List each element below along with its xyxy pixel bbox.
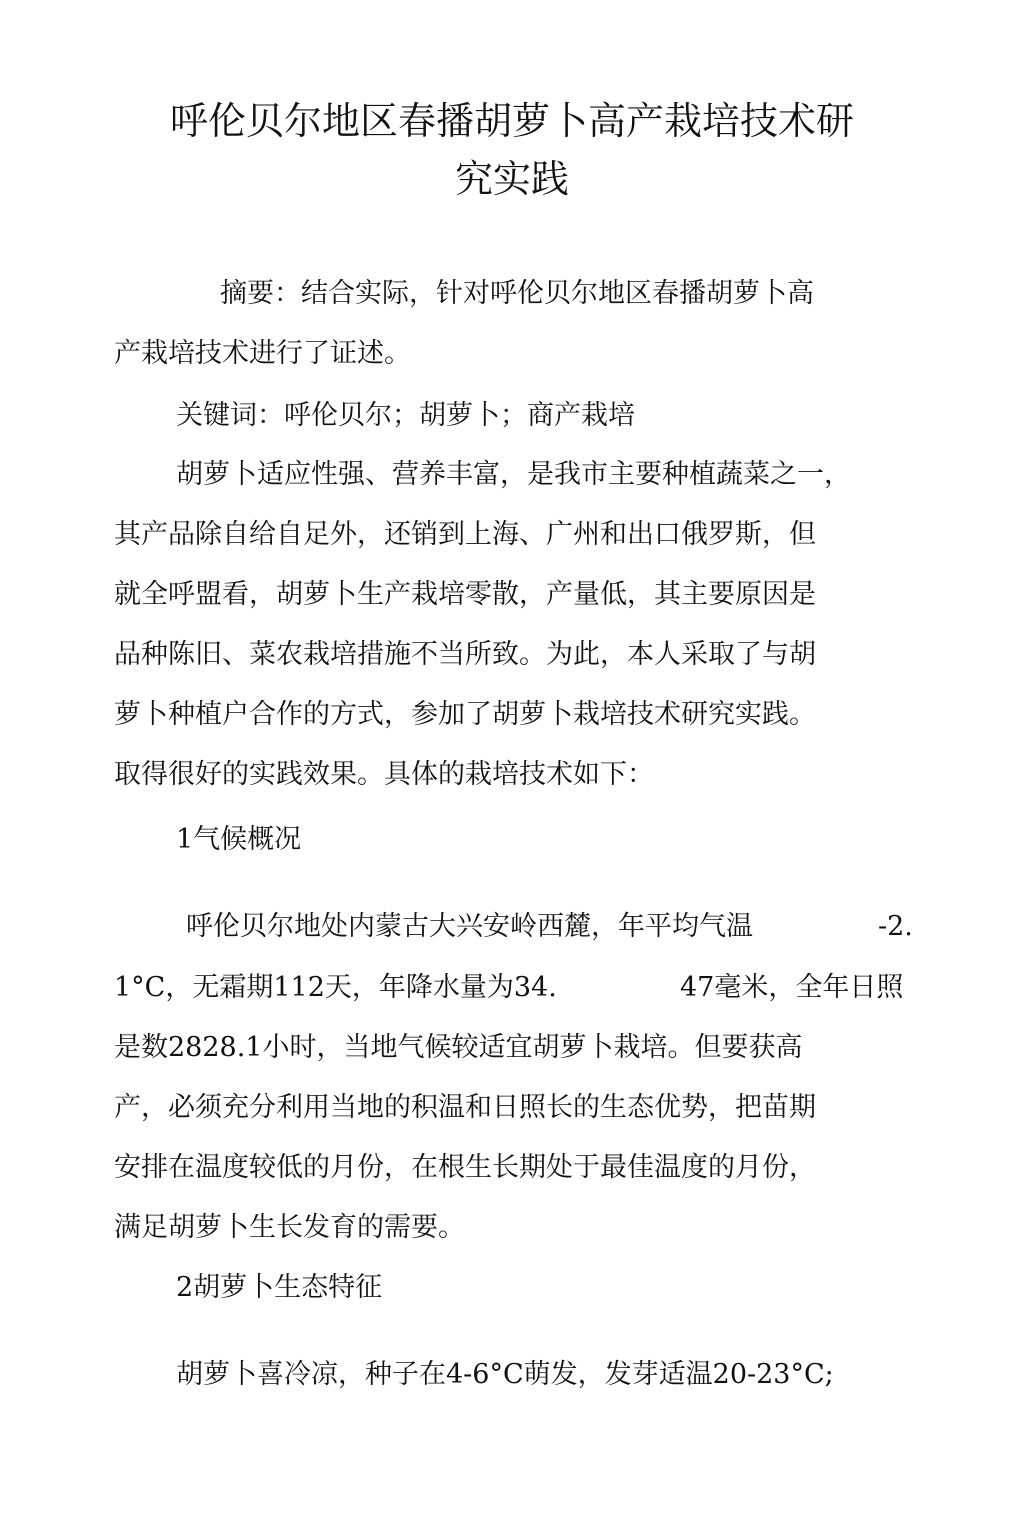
intro-line-4: 品种陈旧、菜农栽培措施不当所致。为此，本人采取了与胡 <box>114 639 816 670</box>
section-2-heading: 2胡萝卜生态特征 <box>176 1272 383 1303</box>
intro-line-6: 取得很好的实践效果。具体的栽培技术如下： <box>114 759 654 790</box>
section-1-line-1-left: 呼伦贝尔地处内蒙古大兴安岭西麓，年平均气温 <box>186 911 753 942</box>
document-title-line-1: 呼伦贝尔地区春播胡萝卜高产栽培技术研 <box>169 99 854 143</box>
keywords-line: 关键词：呼伦贝尔；胡萝卜；商产栽培 <box>176 400 635 431</box>
section-1-line-4: 产，必须充分利用当地的积温和日照长的生态优势，把苗期 <box>114 1092 816 1123</box>
section-1-line-6: 满足胡萝卜生长发育的需要。 <box>114 1212 465 1243</box>
section-1-line-3: 是数2828.1小时，当地气候较适宜胡萝卜栽培。但要获高 <box>114 1032 803 1063</box>
section-2-line-1: 胡萝卜喜冷凉，种子在4-6°C萌发，发芽适温20-23°C; <box>176 1359 834 1390</box>
section-1-line-2-right: 47毫米，全年日照 <box>680 972 904 1003</box>
section-1-heading: 1气候概况 <box>176 824 302 855</box>
intro-line-5: 萝卜种植户合作的方式，参加了胡萝卜栽培技术研究实践。 <box>114 699 816 730</box>
section-1-line-1-right: -2. <box>878 911 913 942</box>
intro-line-3: 就全呼盟看，胡萝卜生产栽培零散，产量低，其主要原因是 <box>114 579 816 610</box>
document-title-line-2: 究实践 <box>454 157 569 201</box>
intro-line-2: 其产品除自给自足外，还销到上海、广州和出口俄罗斯，但 <box>114 519 816 550</box>
section-1-line-5: 安排在温度较低的月份，在根生长期处于最佳温度的月份， <box>114 1152 816 1183</box>
abstract-line-2: 产栽培技术进行了证述。 <box>114 338 411 369</box>
intro-line-1: 胡萝卜适应性强、营养丰富，是我市主要种植蔬菜之一， <box>176 459 851 490</box>
section-1-line-2-left: 1°C，无霜期112天，年降水量为34. <box>114 972 557 1003</box>
abstract-line-1: 摘要：结合实际，针对呼伦贝尔地区春播胡萝卜高 <box>220 278 814 309</box>
